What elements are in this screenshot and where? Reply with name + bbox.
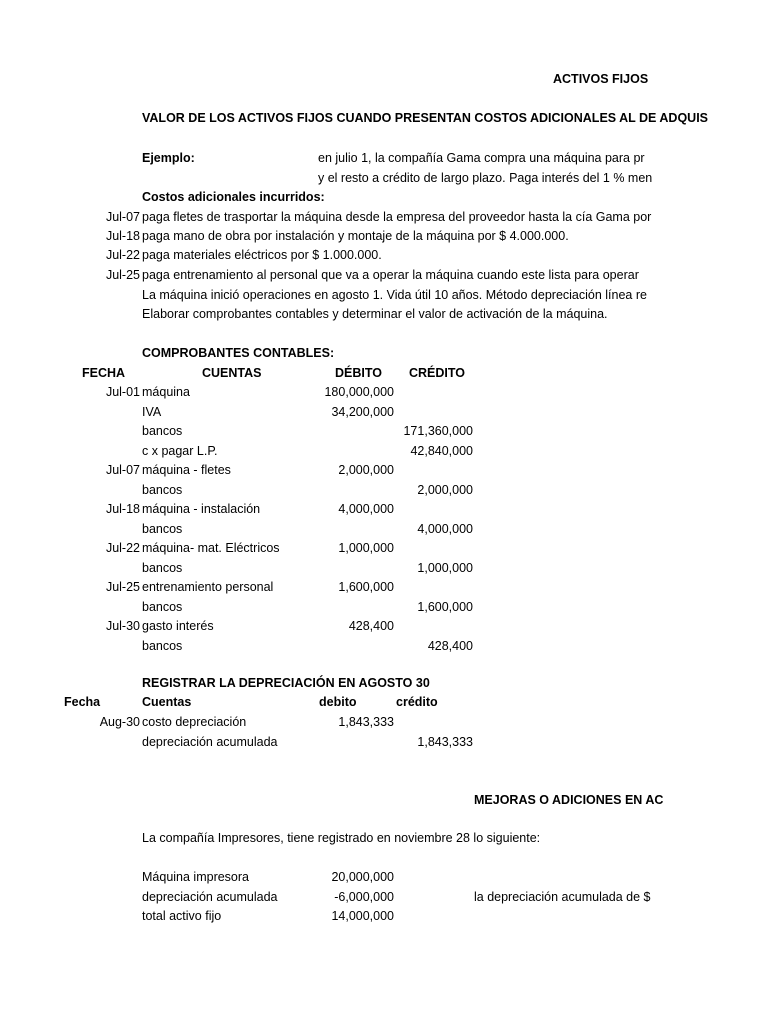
- dep-col-header-credito: crédito: [396, 695, 438, 709]
- table-row: [0, 734, 768, 753]
- row-debit: 428,400: [348, 619, 394, 633]
- table-row: [0, 521, 768, 540]
- dep-col-header-cuentas: Cuentas: [142, 695, 192, 709]
- row-credit: 171,360,000: [403, 424, 473, 438]
- list-item: [0, 889, 768, 908]
- row-account: bancos: [142, 638, 183, 653]
- costs-header: Costos adicionales incurridos:: [142, 190, 325, 204]
- row-account: máquina- mat. Eléctricos: [142, 541, 280, 555]
- table-row: [0, 599, 768, 618]
- row-debit: 180,000,000: [324, 385, 394, 399]
- table-row: [0, 404, 768, 423]
- table-row: [0, 579, 768, 598]
- example-label: Ejemplo:: [142, 151, 195, 165]
- mejoras-side-note: la depreciación acumulada de $: [474, 890, 651, 904]
- row-debit: 4,000,000: [338, 502, 394, 516]
- row-account: total activo fijo: [142, 909, 222, 923]
- col-header-cuentas: CUENTAS: [202, 366, 262, 380]
- row-credit: 2,000,000: [417, 482, 473, 497]
- row-debit: 1,000,000: [338, 541, 394, 555]
- row-debit: 1,600,000: [338, 580, 394, 594]
- row-account: máquina - fletes: [142, 463, 231, 477]
- col-header-debito: DÉBITO: [335, 366, 382, 380]
- example-line-2: y el resto a crédito de largo plazo. Paga interés del 1 % men: [318, 171, 653, 185]
- row-account: bancos: [142, 560, 183, 575]
- row-account: máquina: [142, 385, 190, 399]
- mejoras-intro: La compañía Impresores, tiene registrado en noviembre 28 lo siguiente:: [142, 831, 541, 845]
- row-account: Máquina impresora: [142, 870, 249, 884]
- row-account: depreciación acumulada: [142, 890, 278, 904]
- row-credit: 4,000,000: [417, 521, 473, 536]
- mejoras-heading: MEJORAS O ADICIONES EN AC: [474, 793, 664, 807]
- row-date: Aug-30: [99, 715, 140, 729]
- row-account: depreciación acumulada: [142, 735, 278, 749]
- table-row: [0, 560, 768, 579]
- table-row: [0, 443, 768, 462]
- row-date: Jul-30: [105, 619, 140, 633]
- row-value: 20,000,000: [331, 870, 394, 884]
- dep-col-header-debito: debito: [319, 695, 357, 709]
- row-account: bancos: [142, 521, 183, 536]
- table-row: [0, 540, 768, 559]
- row-date: Jul-01: [105, 385, 140, 399]
- row-account: bancos: [142, 424, 183, 438]
- list-item: [0, 908, 768, 927]
- row-account: IVA: [142, 404, 162, 419]
- row-debit: 34,200,000: [331, 404, 394, 419]
- table-row: [0, 482, 768, 501]
- row-date: Jul-18: [105, 502, 140, 516]
- row-account: bancos: [142, 482, 183, 497]
- depreciation-heading: REGISTRAR LA DEPRECIACIÓN EN AGOSTO 30: [142, 676, 430, 690]
- row-date: Jul-07: [105, 463, 140, 477]
- cost-text: paga materiales eléctricos por $ 1.000.000.: [142, 248, 382, 262]
- section-subtitle: VALOR DE LOS ACTIVOS FIJOS CUANDO PRESENTAN COSTOS ADICIONALES AL DE ADQUIS: [142, 111, 709, 125]
- cost-text: paga fletes de trasportar la máquina desde la empresa del proveedor hasta la cía Gama por: [142, 210, 652, 224]
- table-row: [0, 462, 768, 481]
- row-credit: 428,400: [427, 638, 473, 653]
- cost-text: paga mano de obra por instalación y montaje de la máquina por $ 4.000.000.: [142, 229, 569, 243]
- dep-col-header-fecha: Fecha: [64, 695, 101, 709]
- note-operations: La máquina inició operaciones en agosto 1. Vida útil 10 años. Método depreciación línea re: [142, 288, 647, 302]
- row-date: Jul-22: [105, 541, 140, 555]
- table-row: [0, 638, 768, 657]
- example-line-1: en julio 1, la compañía Gama compra una máquina para pr: [318, 151, 645, 165]
- note-instructions: Elaborar comprobantes contables y determinar el valor de activación de la máquina.: [142, 307, 608, 321]
- row-date: Jul-25: [105, 580, 140, 594]
- row-value: 14,000,000: [331, 909, 394, 923]
- row-value: -6,000,000: [334, 890, 394, 904]
- row-credit: 1,600,000: [417, 599, 473, 614]
- row-account: gasto interés: [142, 619, 214, 633]
- row-account: costo depreciación: [142, 715, 247, 729]
- cost-date: Jul-22: [105, 248, 140, 262]
- cost-date: Jul-07: [105, 210, 140, 224]
- row-credit: 1,843,333: [417, 735, 473, 749]
- page-title: ACTIVOS FIJOS: [553, 72, 649, 86]
- table-row: [0, 384, 768, 403]
- table-row: [0, 618, 768, 637]
- cost-text: paga entrenamiento al personal que va a operar la máquina cuando este lista para operar: [142, 268, 639, 282]
- row-account: c x pagar L.P.: [142, 443, 218, 458]
- table-row: [0, 714, 768, 733]
- row-credit: 42,840,000: [410, 443, 473, 458]
- row-debit: 1,843,333: [338, 715, 394, 729]
- row-account: bancos: [142, 599, 183, 614]
- row-account: máquina - instalación: [142, 502, 261, 516]
- row-debit: 2,000,000: [338, 463, 394, 477]
- cost-date: Jul-18: [105, 229, 140, 243]
- row-account: entrenamiento personal: [142, 580, 274, 594]
- cost-date: Jul-25: [105, 268, 140, 282]
- col-header-credito: CRÉDITO: [409, 366, 466, 380]
- table-row: [0, 501, 768, 520]
- col-header-fecha: FECHA: [82, 366, 126, 380]
- vouchers-heading: COMPROBANTES CONTABLES:: [142, 346, 335, 360]
- table-row: [0, 423, 768, 442]
- row-credit: 1,000,000: [417, 560, 473, 575]
- list-item: [0, 869, 768, 888]
